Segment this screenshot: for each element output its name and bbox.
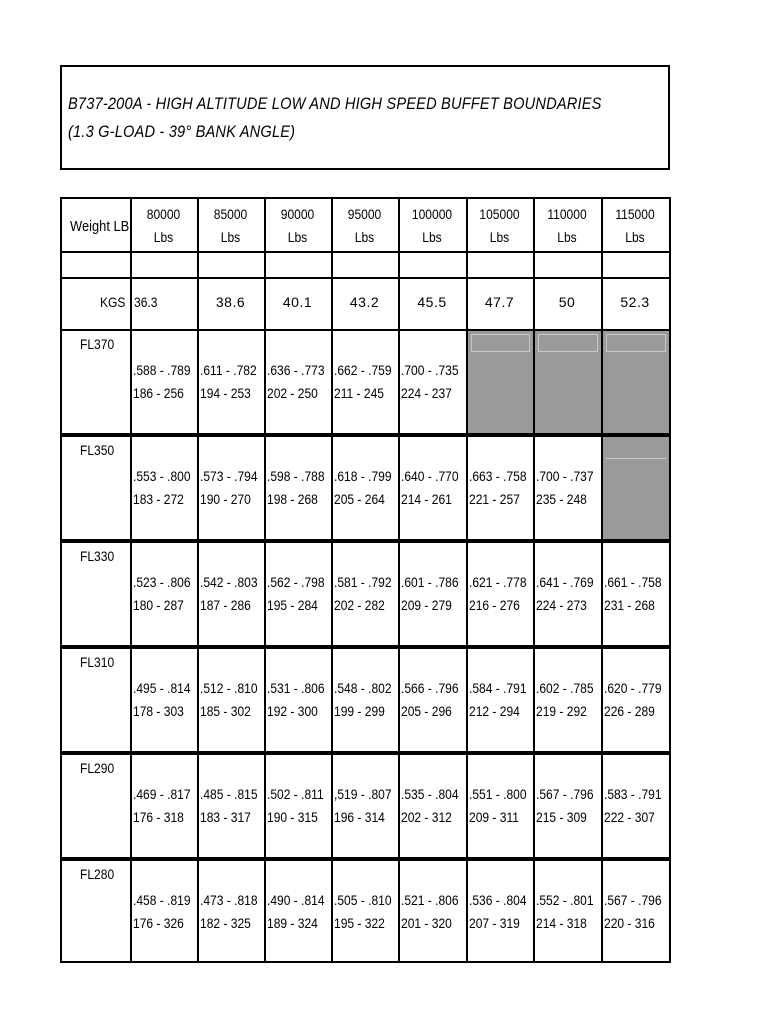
speed-range-knots: 189 - 324 xyxy=(267,915,318,931)
title-box xyxy=(60,65,670,170)
mach-range: .661 - .758 xyxy=(604,574,662,590)
mach-range: .700 - .735 xyxy=(401,362,459,378)
mach-range: .636 - .773 xyxy=(267,362,325,378)
speed-range-knots: 194 - 253 xyxy=(200,385,251,401)
speed-range-knots: 182 - 325 xyxy=(200,915,251,931)
kgs-label: KGS xyxy=(100,294,126,310)
column-divider xyxy=(130,199,132,961)
weight-column-header xyxy=(601,203,669,249)
speed-range-knots: 187 - 286 xyxy=(200,597,251,613)
mach-range: .512 - .810 xyxy=(200,680,258,696)
speed-range-knots: 202 - 282 xyxy=(334,597,385,613)
speed-range-knots: 224 - 273 xyxy=(536,597,587,613)
speed-range-knots: 212 - 294 xyxy=(469,703,520,719)
weight-unit: Lbs xyxy=(625,229,645,245)
mach-range: .502 - .811 xyxy=(267,786,324,802)
speed-range-knots: 205 - 296 xyxy=(401,703,452,719)
speed-range-knots: 202 - 312 xyxy=(401,809,452,825)
weight-column-header xyxy=(331,203,398,249)
mach-range: .553 - .800 xyxy=(133,468,191,484)
weight-column-header xyxy=(197,203,264,249)
speed-range-knots: 214 - 318 xyxy=(536,915,587,931)
row-divider xyxy=(62,539,669,543)
kgs-value: 52.3 xyxy=(620,294,650,310)
mach-range: .573 - .794 xyxy=(200,468,258,484)
speed-range-knots: 186 - 256 xyxy=(133,385,184,401)
mach-range: .618 - .799 xyxy=(334,468,392,484)
mach-range: .485 - .815 xyxy=(200,786,258,802)
mach-range: .581 - .792 xyxy=(334,574,392,590)
row-divider xyxy=(62,251,669,253)
mach-range: .490 - .814 xyxy=(267,892,325,908)
row-divider xyxy=(62,329,669,331)
speed-range-knots: 211 - 245 xyxy=(334,385,384,401)
kgs-value: 38.6 xyxy=(215,294,246,310)
mach-range: .458 - .819 xyxy=(133,892,191,908)
speed-range-knots: 183 - 272 xyxy=(133,491,184,507)
mach-range: .588 - .789 xyxy=(133,362,191,378)
mach-range: .473 - .818 xyxy=(200,892,258,908)
mach-range: .542 - .803 xyxy=(200,574,258,590)
speed-range-knots: 176 - 318 xyxy=(133,809,184,825)
flight-level-label: FL370 xyxy=(80,336,115,352)
kgs-value: 47.7 xyxy=(484,294,515,310)
mach-range: .620 - .779 xyxy=(604,680,662,696)
weight-lb-value: 100000 xyxy=(411,206,453,222)
weight-unit: Lbs xyxy=(153,229,174,245)
weight-unit: Lbs xyxy=(354,229,375,245)
kgs-value: 45.5 xyxy=(417,294,447,310)
weight-unit: Lbs xyxy=(220,229,241,245)
mach-range: .700 - .737 xyxy=(536,468,594,484)
weight-lb-value: 110000 xyxy=(547,206,587,222)
speed-range-knots: 235 - 248 xyxy=(536,491,587,507)
speed-range-knots: 231 - 268 xyxy=(604,597,655,613)
mach-range: .641 - .769 xyxy=(536,574,594,590)
mach-range: .562 - .798 xyxy=(267,574,325,590)
speed-range-knots: 216 - 276 xyxy=(469,597,520,613)
speed-range-knots: 220 - 316 xyxy=(604,915,655,931)
speed-range-knots: 180 - 287 xyxy=(133,597,184,613)
speed-range-knots: 207 - 319 xyxy=(469,915,520,931)
speed-range-knots: 185 - 302 xyxy=(200,703,251,719)
speed-range-knots: 209 - 279 xyxy=(401,597,452,613)
mach-range: .663 - .758 xyxy=(469,468,527,484)
mach-range: .469 - .817 xyxy=(133,786,191,802)
weight-unit: Lbs xyxy=(422,229,442,245)
flight-level-label: FL280 xyxy=(80,866,115,882)
mach-range: .602 - .785 xyxy=(536,680,594,696)
weight-lb-value: 105000 xyxy=(479,206,520,222)
mach-range: .611 - .782 xyxy=(200,362,257,378)
mach-range: .521 - .806 xyxy=(401,892,459,908)
shaded-cell xyxy=(535,331,601,434)
weight-lb-value: 115000 xyxy=(615,206,655,222)
document-title: B737-200A - HIGH ALTITUDE LOW AND HIGH SPEED BUFFET BOUNDARIES xyxy=(68,94,602,113)
mach-range: .583 - .791 xyxy=(604,786,662,802)
mach-range: .567 - .796 xyxy=(604,892,662,908)
row-divider xyxy=(62,857,669,861)
mach-range: .536 - .804 xyxy=(469,892,527,908)
mach-range: .551 - .800 xyxy=(469,786,527,802)
weight-column-header xyxy=(130,203,197,249)
speed-range-knots: 205 - 264 xyxy=(334,491,385,507)
mach-range: .601 - .786 xyxy=(401,574,459,590)
flight-level-label: FL350 xyxy=(80,442,115,458)
speed-range-knots: 190 - 315 xyxy=(267,809,318,825)
speed-range-knots: 202 - 250 xyxy=(267,385,318,401)
mach-range: .584 - .791 xyxy=(469,680,527,696)
speed-range-knots: 221 - 257 xyxy=(469,491,520,507)
speed-range-knots: 215 - 309 xyxy=(536,809,587,825)
speed-range-knots: 224 - 237 xyxy=(401,385,452,401)
kgs-value: 40.1 xyxy=(282,294,313,310)
mach-range: .535 - .804 xyxy=(401,786,459,802)
mach-range: .621 - .778 xyxy=(469,574,527,590)
flight-level-label: FL290 xyxy=(80,760,115,776)
weight-unit: Lbs xyxy=(287,229,308,245)
shaded-cell xyxy=(603,331,669,434)
weight-lb-value: 85000 xyxy=(213,206,248,222)
speed-range-knots: 214 - 261 xyxy=(401,491,452,507)
flight-level-label: FL330 xyxy=(80,548,115,564)
document-subtitle: (1.3 G-LOAD - 39° BANK ANGLE) xyxy=(68,122,296,141)
mach-range: .662 - .759 xyxy=(334,362,392,378)
weight-column-header xyxy=(398,203,466,249)
mach-range: .552 - .801 xyxy=(536,892,594,908)
row-divider xyxy=(62,277,669,279)
weight-lb-value: 80000 xyxy=(146,206,181,222)
weight-unit: Lbs xyxy=(489,229,510,245)
row-divider xyxy=(62,433,669,437)
speed-range-knots: 195 - 322 xyxy=(334,915,385,931)
mach-range: .523 - .806 xyxy=(133,574,191,590)
mach-range: .567 - .796 xyxy=(536,786,594,802)
speed-range-knots: 195 - 284 xyxy=(267,597,318,613)
kgs-value: 50 xyxy=(558,294,576,310)
mach-range: .495 - .814 xyxy=(133,680,191,696)
speed-range-knots: 209 - 311 xyxy=(469,809,519,825)
weight-unit: Lbs xyxy=(557,229,577,245)
speed-range-knots: 222 - 307 xyxy=(604,809,655,825)
row-divider xyxy=(62,751,669,755)
kgs-value: 43.2 xyxy=(349,294,380,310)
weight-column-header xyxy=(533,203,601,249)
mach-range: ,519 - .807 xyxy=(334,786,392,802)
weight-column-header xyxy=(264,203,331,249)
speed-range-knots: 178 - 303 xyxy=(133,703,184,719)
buffet-boundary-table xyxy=(60,197,671,963)
speed-range-knots: 192 - 300 xyxy=(267,703,318,719)
mach-range: .548 - .802 xyxy=(334,680,392,696)
kgs-value: 36.3 xyxy=(134,294,158,310)
speed-range-knots: 198 - 268 xyxy=(267,491,318,507)
row-divider xyxy=(62,645,669,649)
mach-range: .505 - .810 xyxy=(334,892,392,908)
speed-range-knots: 190 - 270 xyxy=(200,491,251,507)
mach-range: .531 - .806 xyxy=(267,680,325,696)
speed-range-knots: 199 - 299 xyxy=(334,703,385,719)
speed-range-knots: 176 - 326 xyxy=(133,915,184,931)
weight-lb-label: Weight LB xyxy=(70,218,130,235)
speed-range-knots: 201 - 320 xyxy=(401,915,452,931)
weight-lb-value: 90000 xyxy=(280,206,315,222)
speed-range-knots: 196 - 314 xyxy=(334,809,385,825)
mach-range: .640 - .770 xyxy=(401,468,459,484)
flight-level-label: FL310 xyxy=(80,654,115,670)
weight-column-header xyxy=(466,203,533,249)
speed-range-knots: 226 - 289 xyxy=(604,703,655,719)
shaded-cell xyxy=(603,437,669,540)
shaded-cell xyxy=(468,331,533,434)
mach-range: .566 - .796 xyxy=(401,680,459,696)
mach-range: .598 - .788 xyxy=(267,468,325,484)
weight-lb-value: 95000 xyxy=(347,206,382,222)
speed-range-knots: 219 - 292 xyxy=(536,703,587,719)
speed-range-knots: 183 - 317 xyxy=(200,809,251,825)
